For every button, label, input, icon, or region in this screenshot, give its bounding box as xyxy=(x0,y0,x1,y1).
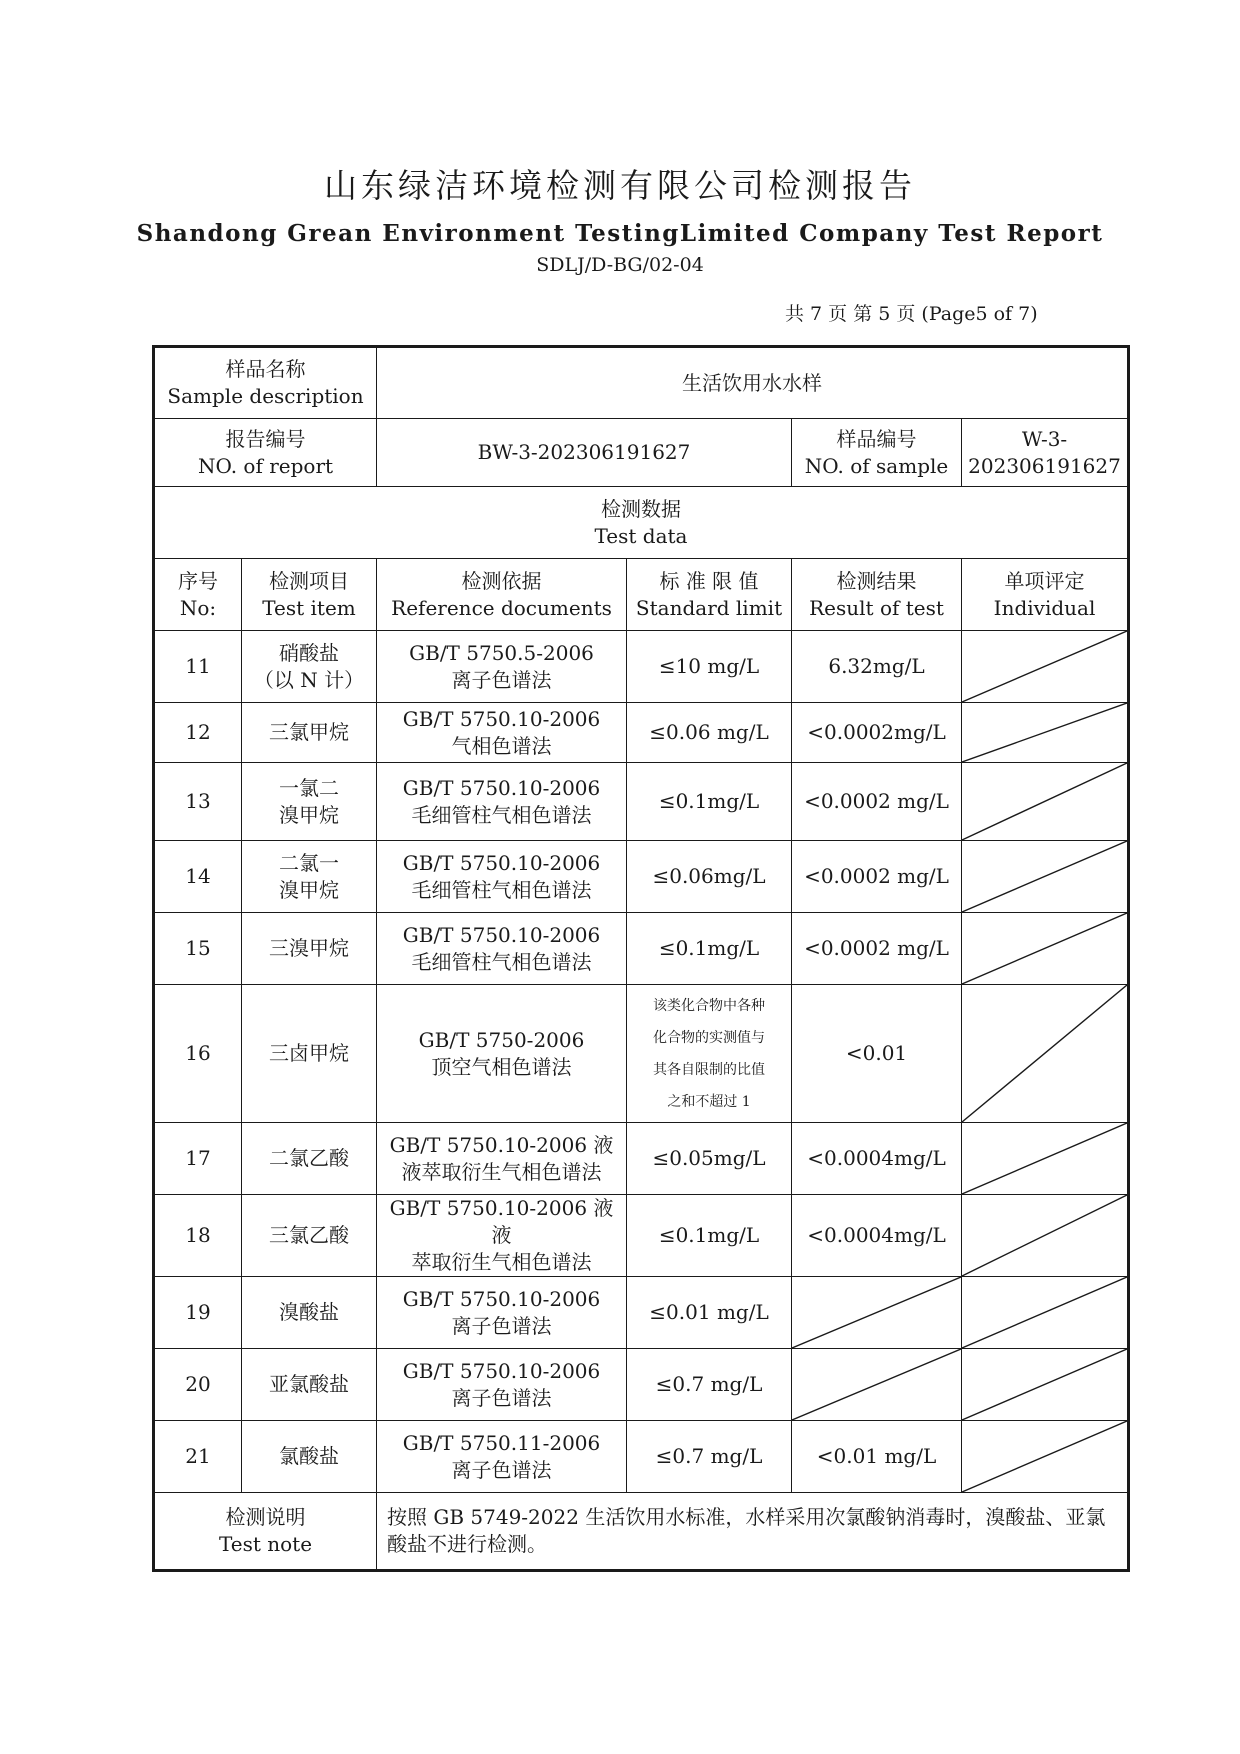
column-header-row xyxy=(154,559,1129,631)
standard-limit: ≤0.01 mg/L xyxy=(627,1277,792,1349)
page-info: 共 7 页 第 5 页 (Page5 of 7) xyxy=(785,303,1038,325)
not-applicable-slash xyxy=(962,1277,1127,1348)
table-row xyxy=(154,913,1129,985)
table-row xyxy=(154,1421,1129,1493)
sample-number-value: W-3-202306191627 xyxy=(962,419,1129,487)
test-result: <0.01 xyxy=(792,985,962,1123)
document-code: SDLJ/D-BG/02-04 xyxy=(536,254,704,276)
col-header-result: 检测结果 Result of test xyxy=(792,559,962,631)
individual-evaluation-not-applicable xyxy=(962,1123,1129,1195)
table-row xyxy=(154,763,1129,841)
individual-evaluation-not-applicable xyxy=(962,841,1129,913)
not-applicable-slash xyxy=(962,1349,1127,1420)
sample-number-label: 样品编号 NO. of sample xyxy=(792,419,962,487)
test-item: 三氯乙酸 xyxy=(242,1195,377,1277)
reference-document: GB/T 5750.10-2006 离子色谱法 xyxy=(377,1277,627,1349)
col-header-evaluation: 单项评定 Individual xyxy=(962,559,1129,631)
sample-description-row xyxy=(154,347,1129,419)
test-result: <0.0004mg/L xyxy=(792,1123,962,1195)
table-row xyxy=(154,1277,1129,1349)
test-item: 硝酸盐 （以 N 计） xyxy=(242,631,377,703)
table-row xyxy=(154,1349,1129,1421)
not-applicable-slash xyxy=(962,1421,1127,1492)
not-applicable-slash xyxy=(962,985,1127,1122)
table-row xyxy=(154,1123,1129,1195)
not-applicable-slash xyxy=(962,1195,1127,1276)
report-table xyxy=(152,345,1130,1572)
row-number: 15 xyxy=(154,913,242,985)
test-note-label: 检测说明 Test note xyxy=(154,1493,377,1571)
standard-limit: ≤0.06 mg/L xyxy=(627,703,792,763)
test-result: 6.32mg/L xyxy=(792,631,962,703)
individual-evaluation-not-applicable xyxy=(962,1349,1129,1421)
row-number: 11 xyxy=(154,631,242,703)
not-applicable-slash xyxy=(792,1277,961,1348)
test-item: 溴酸盐 xyxy=(242,1277,377,1349)
table-row xyxy=(154,1195,1129,1277)
standard-limit: ≤0.1mg/L xyxy=(627,1195,792,1277)
standard-limit: ≤0.1mg/L xyxy=(627,763,792,841)
row-number: 21 xyxy=(154,1421,242,1493)
standard-limit: ≤0.1mg/L xyxy=(627,913,792,985)
sample-description-value: 生活饮用水水样 xyxy=(377,347,1129,419)
row-number: 17 xyxy=(154,1123,242,1195)
test-data-heading-row xyxy=(154,487,1129,559)
standard-limit: ≤0.7 mg/L xyxy=(627,1349,792,1421)
reference-document: GB/T 5750.11-2006 离子色谱法 xyxy=(377,1421,627,1493)
test-result: <0.0002mg/L xyxy=(792,703,962,763)
report-number-row xyxy=(154,419,1129,487)
table-row xyxy=(154,631,1129,703)
individual-evaluation-not-applicable xyxy=(962,913,1129,985)
test-item: 三氯甲烷 xyxy=(242,703,377,763)
individual-evaluation-not-applicable xyxy=(962,1277,1129,1349)
reference-document: GB/T 5750.10-2006 毛细管柱气相色谱法 xyxy=(377,763,627,841)
individual-evaluation-not-applicable xyxy=(962,703,1129,763)
individual-evaluation-not-applicable xyxy=(962,631,1129,703)
test-result: <0.0004mg/L xyxy=(792,1195,962,1277)
standard-limit: ≤0.06mg/L xyxy=(627,841,792,913)
test-result: <0.01 mg/L xyxy=(792,1421,962,1493)
reference-document: GB/T 5750.10-2006 液液 萃取衍生气相色谱法 xyxy=(377,1195,627,1277)
col-header-item: 检测项目 Test item xyxy=(242,559,377,631)
reference-document: GB/T 5750-2006 顶空气相色谱法 xyxy=(377,985,627,1123)
not-applicable-slash xyxy=(792,1349,961,1420)
test-result: <0.0002 mg/L xyxy=(792,763,962,841)
test-result: <0.0002 mg/L xyxy=(792,913,962,985)
not-applicable-slash xyxy=(962,763,1127,840)
test-note-row xyxy=(154,1493,1129,1571)
test-note-text: 按照 GB 5749-2022 生活饮用水标准，水样采用次氯酸钠消毒时，溴酸盐、亚氯酸盐不进行检测。 xyxy=(377,1493,1129,1571)
reference-document: GB/T 5750.10-2006 毛细管柱气相色谱法 xyxy=(377,841,627,913)
test-item: 一氯二 溴甲烷 xyxy=(242,763,377,841)
table-row xyxy=(154,985,1129,1123)
row-number: 18 xyxy=(154,1195,242,1277)
report-title-en: Shandong Grean Environment TestingLimited Company Test Report xyxy=(136,220,1104,247)
not-applicable-slash xyxy=(962,703,1127,762)
not-applicable-slash xyxy=(962,913,1127,984)
row-number: 12 xyxy=(154,703,242,763)
reference-document: GB/T 5750.5-2006 离子色谱法 xyxy=(377,631,627,703)
col-header-no: 序号 No: xyxy=(154,559,242,631)
test-item: 三卤甲烷 xyxy=(242,985,377,1123)
test-data-heading: 检测数据 Test data xyxy=(154,487,1129,559)
standard-limit: 该类化合物中各种 化合物的实测值与 其各自限制的比值 之和不超过 1 xyxy=(627,985,792,1123)
not-applicable-slash xyxy=(962,841,1127,912)
sample-description-label: 样品名称 Sample description xyxy=(154,347,377,419)
individual-evaluation-not-applicable xyxy=(962,1421,1129,1493)
test-item: 二氯乙酸 xyxy=(242,1123,377,1195)
report-number-label: 报告编号 NO. of report xyxy=(154,419,377,487)
reference-document: GB/T 5750.10-2006 气相色谱法 xyxy=(377,703,627,763)
reference-document: GB/T 5750.10-2006 液 液萃取衍生气相色谱法 xyxy=(377,1123,627,1195)
individual-evaluation-not-applicable xyxy=(962,763,1129,841)
test-result-not-applicable xyxy=(792,1349,962,1421)
report-title-cn: 山东绿洁环境检测有限公司检测报告 xyxy=(324,166,916,205)
test-item: 亚氯酸盐 xyxy=(242,1349,377,1421)
test-item: 氯酸盐 xyxy=(242,1421,377,1493)
reference-document: GB/T 5750.10-2006 离子色谱法 xyxy=(377,1349,627,1421)
standard-limit: ≤0.05mg/L xyxy=(627,1123,792,1195)
test-result: <0.0002 mg/L xyxy=(792,841,962,913)
row-number: 20 xyxy=(154,1349,242,1421)
report-number-value: BW-3-202306191627 xyxy=(377,419,792,487)
reference-document: GB/T 5750.10-2006 毛细管柱气相色谱法 xyxy=(377,913,627,985)
test-item: 三溴甲烷 xyxy=(242,913,377,985)
individual-evaluation-not-applicable xyxy=(962,1195,1129,1277)
row-number: 14 xyxy=(154,841,242,913)
col-header-reference: 检测依据 Reference documents xyxy=(377,559,627,631)
standard-limit: ≤0.7 mg/L xyxy=(627,1421,792,1493)
table-row xyxy=(154,841,1129,913)
test-result-not-applicable xyxy=(792,1277,962,1349)
row-number: 16 xyxy=(154,985,242,1123)
individual-evaluation-not-applicable xyxy=(962,985,1129,1123)
not-applicable-slash xyxy=(962,1123,1127,1194)
standard-limit: ≤10 mg/L xyxy=(627,631,792,703)
not-applicable-slash xyxy=(962,631,1127,702)
table-row xyxy=(154,703,1129,763)
row-number: 19 xyxy=(154,1277,242,1349)
row-number: 13 xyxy=(154,763,242,841)
col-header-limit: 标 准 限 值 Standard limit xyxy=(627,559,792,631)
test-item: 二氯一 溴甲烷 xyxy=(242,841,377,913)
